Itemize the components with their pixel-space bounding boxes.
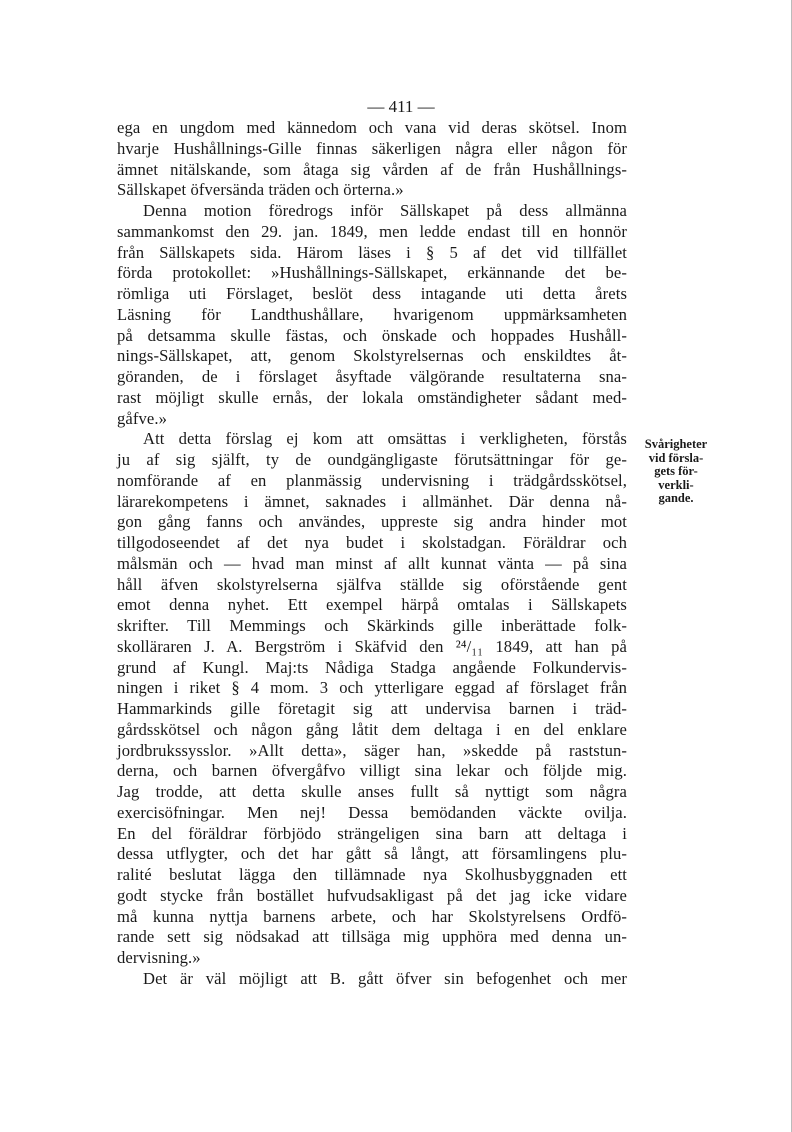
text-line: grund af Kungl. Maj:ts Nådiga Stadga angående Folkundervis- [117,657,627,677]
text-line: römliga uti Förslaget, beslöt dess intagande uti detta årets [117,284,627,303]
text-line: målsmän och — hvad man minst af allt kunnat vänta — på sina [117,553,627,573]
text-line: nomförande af en planmässig undervisning i trädgårdsskötsel, [117,470,627,490]
text-line: Att detta förslag ej kom att omsättas i verkligheten, förstås [143,429,627,449]
margin-note-line: Svårigheter [644,437,708,451]
text-line: Jag trodde, att detta skulle anses fullt så nyttigt som några [117,782,627,801]
text-line: Läsning för Landthushållare, hvarigenom uppmärksamheten [117,304,627,324]
text-line: håll äfven skolstyrelserna själfva ställde sig oförstående gent [117,574,627,594]
text-line: skolläraren J. A. Bergström i Skäfvid den ²⁴/₁₁ 1849, att han på [117,636,627,656]
text-line: Hammarkinds gille företagit sig att undervisa barnen i träd- [117,699,627,718]
text-line: ralité beslutat lägga den tillämnade nya Skolhusbyggnaden ett [117,865,627,884]
text-line: sammankomst den 29. jan. 1849, men ledde endast till en honnör [117,221,627,241]
margin-note-line: verkli- [658,477,694,492]
text-line: rande sett sig nödsakad att tillsäga mig upphöra med denna un- [117,927,627,947]
text-line: dessa utflygter, och det har gått så långt, att församlingens plu- [117,844,627,864]
text-line: förda protokollet: »Hushållnings-Sällskapet, erkännande det be- [117,263,627,283]
text-line: skrifter. Till Memmings och Skärkinds gille inberättade folk- [117,616,627,635]
margin-note [630,438,722,506]
text-line: tillgodoseendet af det nya budet i skolstadgan. Föräldrar och [117,533,627,552]
page-number: — 411 — [367,97,435,116]
text-line: derna, och barnen öfvergåfvo villigt sina lekar och följde mig. [117,761,627,781]
margin-note-line: vid försla- [648,450,704,465]
text-line: Sällskapet öfversända träden och örterna.» [117,180,404,200]
text-line: emot denna nyhet. Ett exempel härpå omtalas i Sällskapets [117,595,627,615]
text-line: ämnet nitälskande, som åtaga sig vården af de från Hushållnings- [117,159,627,179]
text-line: jordbrukssysslor. »Allt detta», säger han, »skedde på raststun- [117,740,627,760]
text-line: ningen i riket § 4 mom. 3 och ytterligare eggad af förslaget från [117,678,627,698]
text-line: ega en ungdom med kännedom och vana vid deras skötsel. Inom [117,118,627,137]
text-line: på detsamma skulle fästas, och önskade och hoppades Hushåll- [117,325,627,345]
text-line: Det är väl möjligt att B. gått öfver sin befogenhet och mer [143,968,627,988]
text-line: nings-Sällskapet, att, genom Skolstyrelsernas och enskildtes åt- [117,346,627,366]
margin-note-line: gande. [658,491,694,506]
text-line: gåfve.» [117,408,167,428]
body-text [117,118,627,990]
text-line: dervisning.» [117,948,201,967]
margin-note-line: gets för- [654,464,698,479]
text-line: må kunna nyttja barnens arbete, och har Skolstyrelsens Ordfö- [117,906,627,926]
text-line: gon gång fanns och användes, uppreste sig andra hinder mot [117,512,627,532]
text-line: från Sällskapets sida. Härom läses i § 5 af det vid tillfället [117,242,627,262]
text-line: gårdsskötsel och någon gång låtit dem deltaga i en del enklare [117,719,627,739]
text-line: lärarekompetens i ämnet, saknades i allmänhet. Där denna nå- [117,491,627,511]
text-line: godt stycke från bostället hufvudsakligast på det jag icke vidare [117,885,627,905]
text-line: ju af sig själft, ty de oundgängligaste förutsättningar för ge- [117,450,627,469]
text-line: hvarje Hushållnings-Gille finnas säkerligen några eller någon för [117,138,627,158]
text-line: Denna motion föredrogs inför Sällskapet på dess allmänna [143,201,627,220]
text-line: exercisöfningar. Men nej! Dessa bemödanden väckte ovilja. [117,802,627,822]
text-line: göranden, de i förslaget åsyftade välgörande resultaterna sna- [117,367,627,386]
text-line: rast möjligt skulle ernås, der lokala omständigheter sådant med- [117,387,627,407]
text-line: En del föräldrar förbjödo strängeligen sina barn att deltaga i [117,823,627,843]
